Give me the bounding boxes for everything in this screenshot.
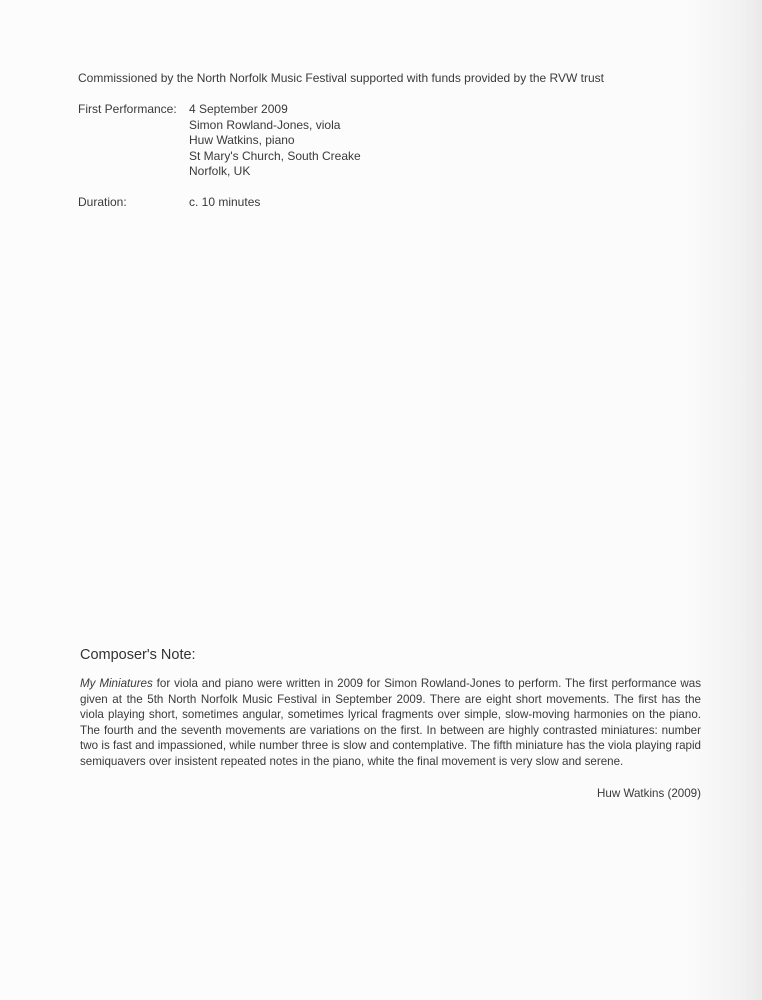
performer-piano: Huw Watkins, piano — [189, 133, 295, 148]
composer-signature: Huw Watkins (2009) — [597, 787, 701, 800]
duration-row — [78, 195, 361, 211]
composers-note-body — [80, 676, 701, 770]
duration-values — [189, 195, 260, 211]
performance-venue: St Mary's Church, South Creake — [189, 148, 361, 163]
duration-label: Duration: — [78, 194, 127, 209]
work-title: My Miniatures — [80, 677, 153, 690]
first-performance-label: First Performance: — [78, 102, 177, 116]
first-performance-row — [78, 102, 361, 180]
note-text: for viola and piano were written in 2009 for Simon Rowland-Jones to perform. The first performance was given at the 5th North Norfolk Music Festival in September 2009. There are eight short movements. The first has the viola playing short, sometimes angular, sometimes lyrical fragments over simple, slow-moving harmonies on the piano. The fourth and the seventh movements are variations on the first. In between are highly contrasted miniatures: number two is fast and impassioned, while number three is slow and contemplative. The fifth miniature has the viola playing rapid semiquavers over insistent repeated notes in the piano, white the final movement is very slow and serene. — [80, 677, 702, 768]
performance-details — [78, 102, 361, 211]
performance-date: 4 September 2009 — [189, 102, 288, 116]
commission-statement: Commissioned by the North Norfolk Music Festival supported with funds provided by the RVW trust — [78, 71, 604, 85]
first-performance-values — [189, 102, 361, 180]
performance-location: Norfolk, UK — [189, 164, 251, 179]
composers-note-heading: Composer's Note: — [80, 647, 196, 663]
performer-viola: Simon Rowland-Jones, viola — [189, 117, 341, 132]
duration-value: c. 10 minutes — [189, 194, 261, 209]
